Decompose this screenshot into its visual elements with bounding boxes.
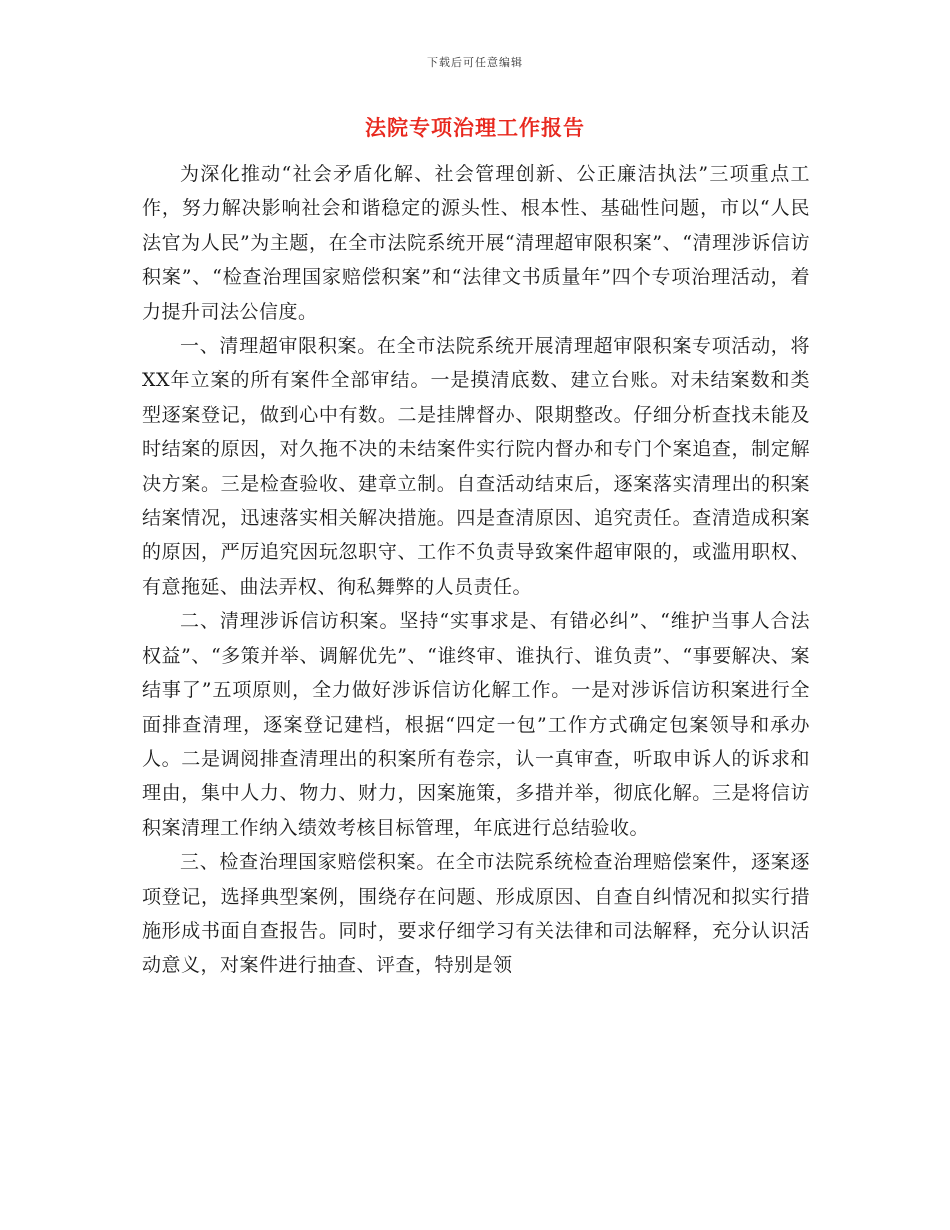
paragraph-intro: 为深化推动“社会矛盾化解、社会管理创新、公正廉洁执法”三项重点工作，努力解决影响社会和谐稳定的源头性、根本性、基础性问题，市以“人民法官为人民”为主题，在全市法院系统开展“清理超审限积案”、“清理涉诉信访积案”、“检查治理国家赔偿积案”和“法律文书质量年”四个专项治理活动，着力提升司法公信度。 <box>142 163 810 323</box>
paragraph-section-1: 一、清理超审限积案。在全市法院系统开展清理超审限积案专项活动，将XX年立案的所有案件全部审结。一是摸清底数、建立台账。对未结案数和类型逐案登记，做到心中有数。二是挂牌督办、限期整改。仔细分析查找未能及时结案的原因，对久拖不决的未结案件实行院内督办和专门个案追查，制定解决方案。三是检查验收、建章立制。自查活动结束后，逐案落实清理出的积案结案情况，迅速落实相关解决措施。四是查清原因、追究责任。查清造成积案的原因，严厉追究因玩忽职守、工作不负责导致案件超审限的，或滥用职权、有意拖延、曲法弄权、徇私舞弊的人员责任。 <box>142 335 810 598</box>
document-body <box>142 157 810 983</box>
header-note: 下载后可任意编辑 <box>427 56 523 69</box>
paragraph-section-2: 二、清理涉诉信访积案。坚持“实事求是、有错必纠”、“维护当事人合法权益”、“多策并举、调解优先”、“谁终审、谁执行、谁负责”、“事要解决、案结事了”五项原则，全力做好涉诉信访化解工作。一是对涉诉信访积案进行全面排查清理，逐案登记建档，根据“四定一包”工作方式确定包案领导和承办人。二是调阅排查清理出的积案所有卷宗，认一真审查，听取申诉人的诉求和理由，集中人力、物力、财力，因案施策，多措并举，彻底化解。三是将信访积案清理工作纳入绩效考核目标管理，年底进行总结验收。 <box>142 610 810 839</box>
paragraph-section-3: 三、检查治理国家赔偿积案。在全市法院系统检查治理赔偿案件，逐案逐项登记，选择典型案例，围绕存在问题、形成原因、自查自纠情况和拟实行措施形成书面自查报告。同时，要求仔细学习有关法律和司法解释，充分认识活动意义，对案件进行抽查、评查，特别是领 <box>142 851 810 977</box>
document-title: 法院专项治理工作报告 <box>365 115 585 140</box>
